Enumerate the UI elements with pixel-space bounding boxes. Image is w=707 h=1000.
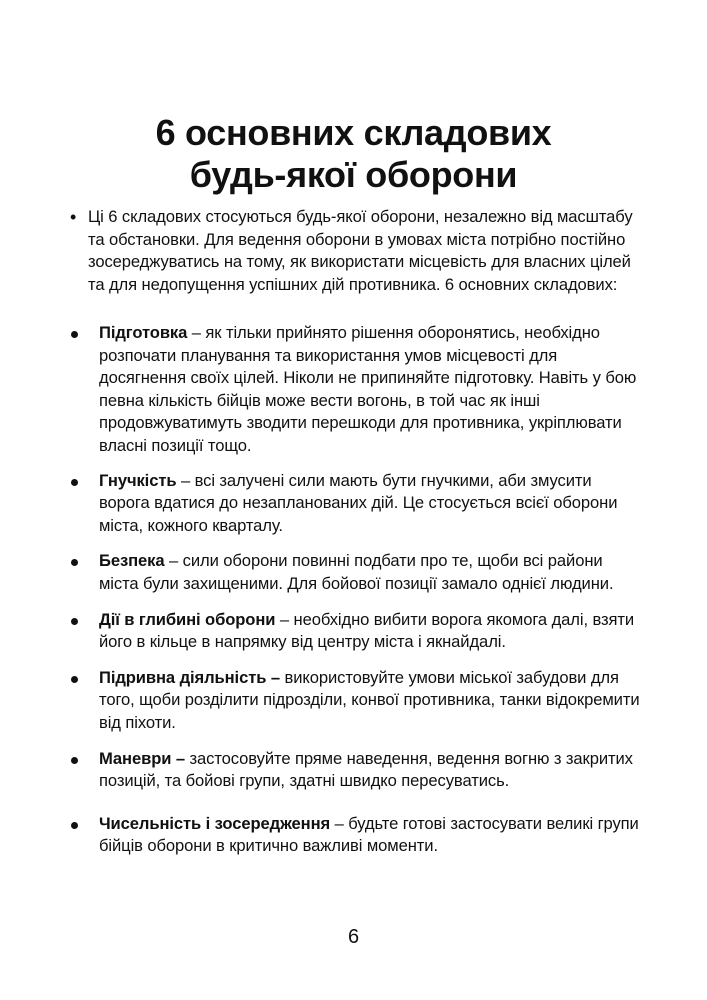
list-item-security [66, 550, 646, 595]
item-term: Дії в глибині оборони [99, 609, 276, 629]
components-list [66, 322, 646, 858]
bullet-dot [71, 479, 78, 486]
page-title [0, 112, 707, 196]
item-text: – сили оборони повинні подбати про те, щоби всі райони міста були захищеними. Для бойової позиції замало однієї людини. [99, 551, 614, 593]
intro-bullet: • [70, 207, 77, 227]
item-text: – всі залучені сили мають бути гнучкими, аби змусити ворога вдатися до незапланованих дій. Це стосується всієї оборони міста, кожного кварталу. [99, 470, 618, 535]
list-item-depth [66, 609, 646, 654]
list-item-preparation [66, 322, 646, 458]
item-text: – будьте готові застосувати великі групи бійців оборони в критично важливі моменти. [99, 813, 639, 856]
title-line-1: 6 основних складових [155, 112, 552, 153]
list-item-maneuver [66, 748, 646, 793]
item-term: Безпека [99, 551, 165, 571]
intro-paragraph [70, 206, 640, 296]
list-item-disruption [66, 667, 646, 735]
item-text: використовуйте умови міської забудови для того, щоби розділити підрозділи, конвої противника, танки відокремити від піхоти. [99, 667, 640, 732]
item-text: – необхідно вибити ворога якомога далі, взяти його в кільце в напрямку від центру міста і якнайдалі. [99, 609, 635, 652]
bullet-dot [71, 822, 78, 829]
item-term: Маневри – [99, 748, 185, 768]
list-item-mass-concentration [66, 813, 646, 858]
item-term: Гнучкість [99, 470, 177, 490]
item-term: Підготовка [99, 323, 188, 342]
item-text: – як тільки прийнято рішення оборонятись, необхідно розпочати планування та використання умов місцевості для досягнення своїх цілей. Ніколи не припиняйте підготовку. Навіть у бою певна кількість бійців може вести вогонь, в той час як інші продовжуватимуть зводити перешкоди для противника, укріплювати власні позиції тощо. [99, 323, 637, 455]
item-text: застосовуйте пряме наведення, ведення вогню з закритих позицій, та бойові групи, здатні швидко пересуватись. [99, 748, 633, 791]
bullet-dot [71, 331, 78, 338]
bullet-dot [71, 618, 78, 625]
page-number: 6 [347, 926, 360, 948]
bullet-dot [71, 757, 78, 764]
bullet-dot [71, 559, 78, 566]
item-term: Чисельність і зосередження [99, 813, 331, 833]
list-item-flexibility [66, 470, 646, 538]
item-term: Підривна діяльність – [99, 667, 280, 687]
bullet-dot [71, 676, 78, 683]
intro-text: Ці 6 складових стосуються будь-якої оборони, незалежно від масштабу та обстановки. Для ведення оборони в умовах міста потрібно постійно зосереджуватись на тому, як використати місцевість для власних цілей та для недопущення успішних дій противника. 6 основних складових: [88, 207, 633, 294]
title-line-2: будь-якої оборони [189, 154, 518, 195]
